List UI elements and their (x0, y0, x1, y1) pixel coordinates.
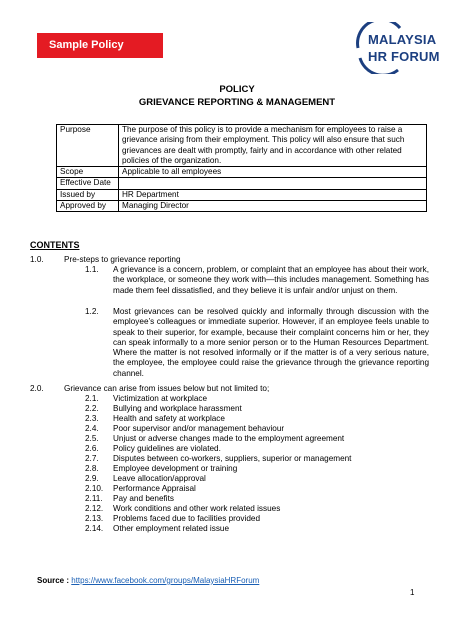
table-value: The purpose of this policy is to provide a mechanism for employees to raise a grievance arising from their employment. This policy will also ensure that such grievances are dealt with promptly, fairly and in accordance with other related policies of the organization. (119, 125, 427, 167)
table-value: Managing Director (119, 201, 427, 212)
table-value: Applicable to all employees (119, 167, 427, 178)
item-number: 2.4. (85, 424, 99, 433)
sample-policy-badge: Sample Policy (37, 33, 163, 58)
list-item: Other employment related issue (113, 524, 230, 533)
list-item: Victimization at workplace (113, 394, 208, 403)
table-value (119, 178, 427, 189)
malaysia-hr-forum-logo (354, 22, 432, 74)
list-item: Problems faced due to facilities provided (113, 514, 260, 523)
table-row (57, 125, 427, 167)
table-value: HR Department (119, 189, 427, 200)
item-number: 2.3. (85, 414, 99, 423)
list-item: Disputes between co-workers, suppliers, superior or management (113, 454, 352, 463)
table-row (57, 167, 427, 178)
item-number: 2.6. (85, 444, 99, 453)
list-item: A grievance is a concern, problem, or complaint that an employee has about their work, the workplace, or someone they work with—this includes management. Something has made them feel dissatisfied, and they believe it is unfair and/or unjust on them. (113, 265, 429, 295)
list-item: Bullying and workplace harassment (113, 404, 242, 413)
section-number: 2.0. (30, 384, 44, 393)
section-title: Grievance can arise from issues below but not limited to; (64, 384, 270, 393)
item-number: 2.10. (85, 484, 104, 493)
source-label: Source : (37, 576, 70, 585)
item-number: 1.2. (85, 307, 99, 316)
table-key: Effective Date (57, 178, 119, 189)
list-item: Policy guidelines are violated. (113, 444, 221, 453)
section-title: Pre-steps to grievance reporting (64, 255, 181, 264)
table-key: Issued by (57, 189, 119, 200)
list-item: Work conditions and other work related issues (113, 504, 281, 513)
policy-info-table (56, 124, 427, 212)
item-number: 2.9. (85, 474, 99, 483)
table-key: Approved by (57, 201, 119, 212)
list-item: Leave allocation/approval (113, 474, 206, 483)
item-number: 2.2. (85, 404, 99, 413)
item-number: 2.12. (85, 504, 104, 513)
list-item: Pay and benefits (113, 494, 174, 503)
logo-line2: HR FORUM (368, 49, 440, 64)
table-key: Purpose (57, 125, 119, 167)
table-row (57, 189, 427, 200)
item-number: 2.11. (85, 494, 103, 503)
item-number: 2.7. (85, 454, 99, 463)
list-item: Most grievances can be resolved quickly and informally through discussion with the employee’s colleagues or immediate superior. However, if an employee feels unable to speak to their superior, for example, because their complaint concerns him or her, they can speak informally to a more senior person or to the Human Resources Department. Where the matter is not resolved informally or if the matter is of a very serious nature, the employee, the employee could raise the grievance through the grievance reporting channel. (113, 307, 429, 378)
list-item: Health and safety at workplace (113, 414, 225, 423)
list-item: Performance Appraisal (113, 484, 196, 493)
source-link[interactable]: https://www.facebook.com/groups/MalaysiaHRForum (71, 576, 260, 585)
table-row (57, 178, 427, 189)
item-number: 2.1. (85, 394, 99, 403)
item-number: 2.5. (85, 434, 99, 443)
list-item: Employee development or training (113, 464, 238, 473)
list-item: Unjust or adverse changes made to the employment agreement (113, 434, 345, 443)
source-line (37, 576, 259, 585)
list-item: Poor supervisor and/or management behaviour (113, 424, 285, 433)
item-number: 1.1. (85, 265, 99, 274)
table-key: Scope (57, 167, 119, 178)
item-number: 2.14. (85, 524, 104, 533)
logo-line1: MALAYSIA (368, 32, 437, 47)
section-number: 1.0. (30, 255, 44, 264)
contents-heading: CONTENTS (30, 240, 80, 250)
item-number: 2.8. (85, 464, 99, 473)
policy-subtitle: GRIEVANCE REPORTING & MANAGEMENT (138, 97, 336, 108)
policy-title: POLICY (219, 84, 255, 95)
table-row (57, 201, 427, 212)
item-number: 2.13. (85, 514, 104, 523)
page-number: 1 (410, 588, 415, 597)
